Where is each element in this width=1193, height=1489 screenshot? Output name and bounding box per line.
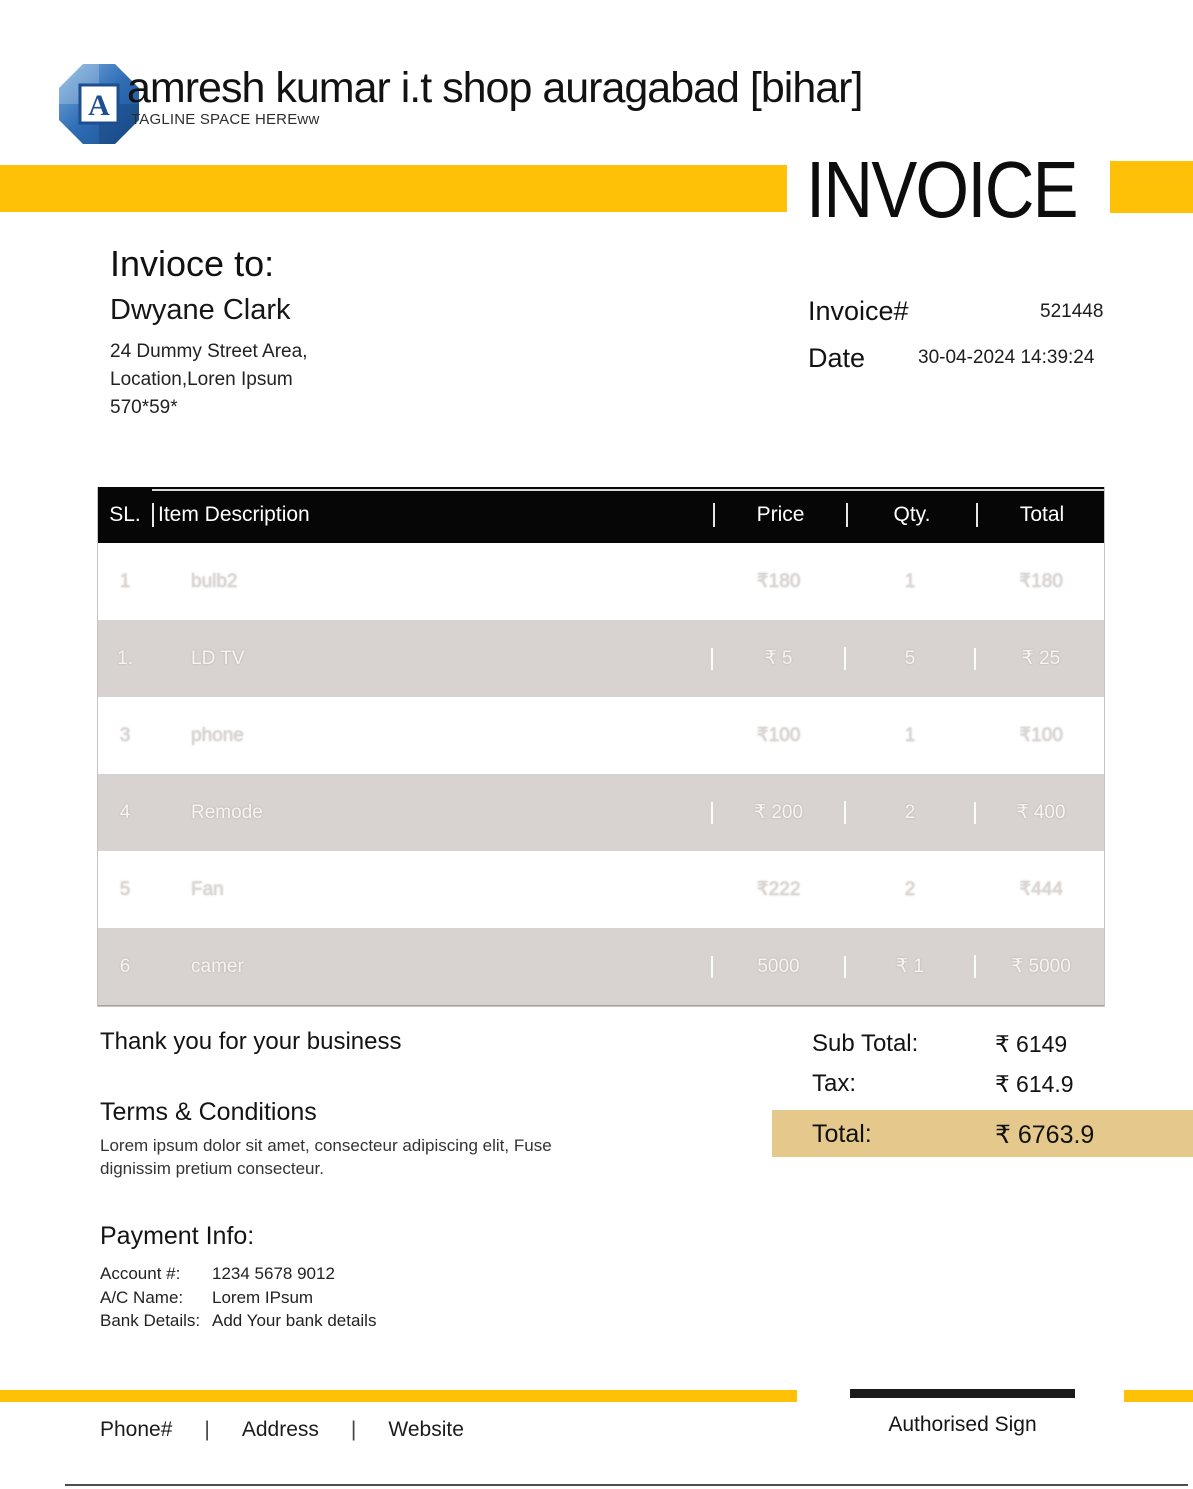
header-sl: SL. (109, 503, 141, 526)
cell-total: ₹444 (1019, 879, 1063, 900)
total-value: ₹ 6763.9 (995, 1121, 1095, 1149)
bank-details-value: Add Your bank details (212, 1311, 377, 1330)
ac-name-value: Lorem IPsum (212, 1287, 314, 1307)
address-line: 570*59* (110, 397, 178, 418)
accent-band-right (1110, 161, 1193, 213)
table-row (98, 697, 1104, 774)
company-tagline: TAGLINE SPACE HEREww (131, 111, 320, 128)
cell-sl: 5 (119, 878, 131, 900)
footer-separator: | (350, 1418, 357, 1441)
cell-item: Fan (152, 879, 713, 901)
cell-sl: 1. (117, 647, 133, 669)
cell-qty: 1 (846, 725, 976, 747)
company-name: amresh kumar i.t shop auragabad [bihar] (127, 64, 863, 112)
footer-accent-bar-right (1124, 1390, 1193, 1402)
cell-qty: 1 (846, 571, 976, 593)
cell-qty: 5 (846, 648, 976, 670)
cell-sl: 1 (119, 570, 131, 592)
client-address (110, 338, 307, 422)
terms-text (100, 1134, 552, 1180)
bottom-divider (65, 1484, 1188, 1486)
cell-sl: 4 (119, 801, 131, 823)
address-line: Location,Loren Ipsum (110, 369, 293, 390)
header-qty: Qty. (846, 503, 976, 527)
payment-info-heading: Payment Info: (100, 1222, 255, 1250)
cell-qty: 2 (846, 802, 976, 824)
cell-total: ₹100 (1019, 725, 1063, 746)
cell-total: ₹ 400 (1016, 802, 1066, 823)
date-label: Date (808, 343, 866, 373)
table-row (98, 928, 1104, 1005)
cell-item: LD TV (152, 648, 713, 670)
footer-accent-bar-left (0, 1390, 797, 1402)
account-label: Account #: (100, 1264, 181, 1283)
footer-address-label: Address (241, 1418, 319, 1441)
authorised-sign-label: Authorised Sign (888, 1413, 1037, 1436)
bank-details-label: Bank Details: (100, 1311, 201, 1330)
terms-heading: Terms & Conditions (100, 1098, 317, 1126)
subtotal-label: Sub Total: (812, 1030, 919, 1057)
cell-qty: ₹ 1 (846, 955, 976, 978)
cell-item: camer (152, 956, 713, 978)
table-row (98, 774, 1104, 851)
cell-item: bulb2 (152, 571, 713, 593)
client-name: Dwyane Clark (110, 294, 291, 326)
cell-item: Remode (152, 802, 713, 824)
total-label: Total: (812, 1120, 872, 1148)
ac-name-label: A/C Name: (100, 1287, 184, 1307)
payment-bank-row (100, 1309, 376, 1333)
invoice-number-value: 521448 (1040, 301, 1104, 322)
payment-account-row (100, 1262, 376, 1286)
table-row (98, 543, 1104, 620)
cell-total: ₹ 25 (1021, 648, 1061, 669)
footer-separator: | (204, 1418, 210, 1441)
items-table (97, 487, 1105, 1007)
cell-sl: 3 (119, 724, 131, 746)
payment-name-row (100, 1286, 376, 1310)
subtotal-value: ₹ 6149 (995, 1031, 1068, 1057)
address-line: 24 Dummy Street Area, (110, 341, 308, 362)
tax-value: ₹ 614.9 (995, 1071, 1074, 1097)
header-price: Price (713, 503, 846, 527)
footer-phone-label: Phone# (100, 1418, 173, 1441)
payment-info (100, 1262, 376, 1333)
bill-to-heading: Invioce to: (110, 243, 275, 284)
terms-line: dignissim pretium consecteur. (100, 1159, 324, 1178)
table-row (98, 620, 1104, 697)
cell-price: 5000 (713, 956, 846, 978)
cell-price: ₹100 (713, 724, 846, 747)
cell-item: phone (152, 725, 713, 747)
document-title: INVOICE (806, 145, 1077, 234)
tax-label: Tax: (812, 1070, 857, 1097)
terms-line: Lorem ipsum dolor sit amet, consecteur adipiscing elit, Fuse (100, 1136, 552, 1155)
account-value: 1234 5678 9012 (212, 1264, 335, 1283)
cell-total: ₹ 5000 (1011, 956, 1071, 977)
svg-text:A: A (88, 89, 110, 122)
cell-price: ₹ 5 (713, 647, 846, 670)
table-header-row (98, 487, 1104, 543)
accent-band-left (0, 165, 787, 212)
cell-sl: 6 (119, 955, 131, 977)
footer-website-label: Website (388, 1418, 464, 1441)
header-total: Total (976, 503, 1106, 527)
cell-price: ₹180 (713, 570, 846, 593)
table-row (98, 851, 1104, 928)
cell-price: ₹ 200 (713, 801, 846, 824)
header-item-description: Item Description (152, 503, 713, 527)
cell-total: ₹180 (1019, 571, 1063, 592)
thank-you-note: Thank you for your business (100, 1028, 402, 1055)
date-value: 30-04-2024 14:39:24 (918, 347, 1095, 368)
cell-qty: 2 (846, 879, 976, 901)
cell-price: ₹222 (713, 878, 846, 901)
signature-line (850, 1389, 1075, 1398)
footer-contact-row (100, 1418, 464, 1442)
invoice-number-label: Invoice# (808, 296, 909, 326)
